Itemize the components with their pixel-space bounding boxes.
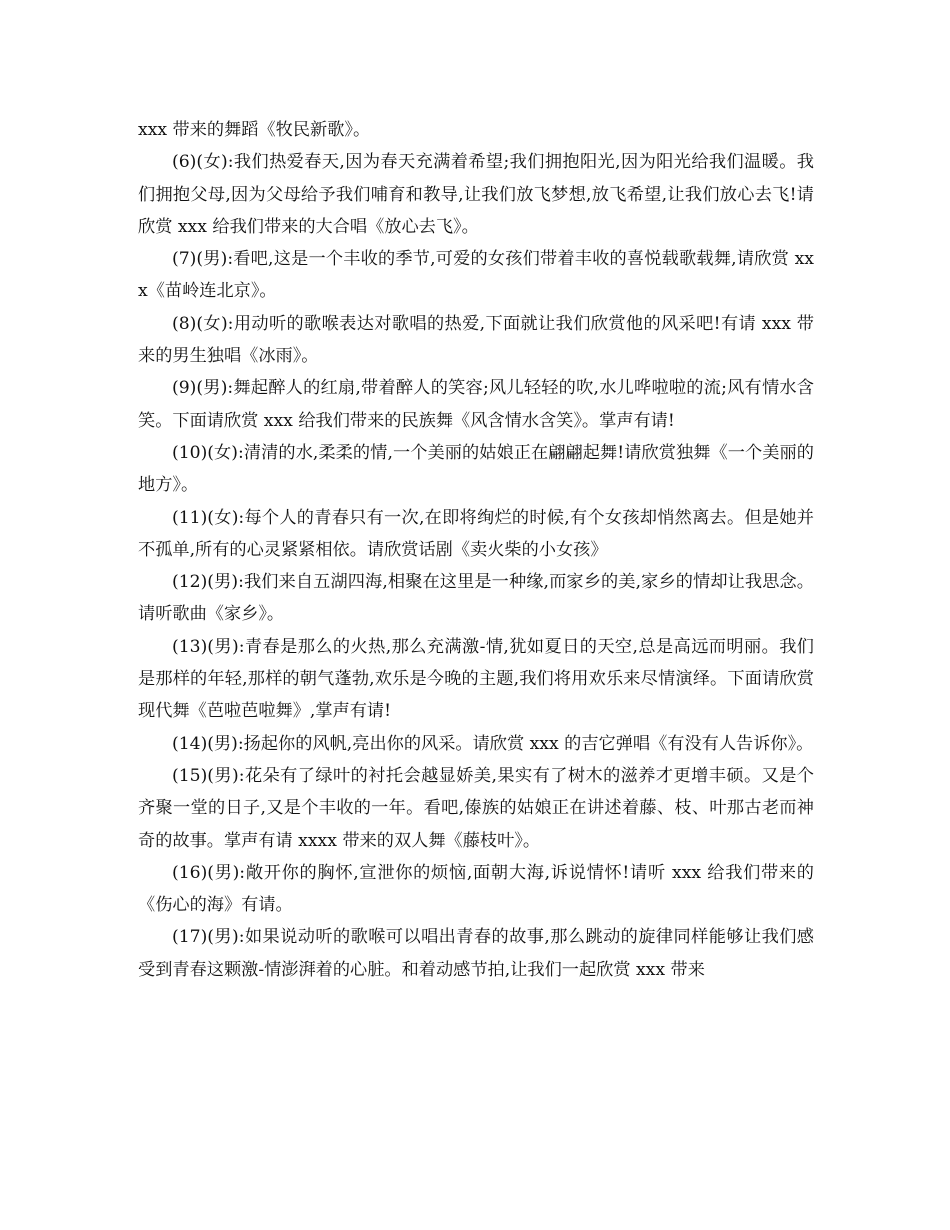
paragraph-item-9: (9)(男):舞起醉人的红扇,带着醉人的笑容;风儿轻轻的吹,水儿哗啦啦的流;风有情水含笑。下面请欣赏 xxx 给我们带来的民族舞《风含情水含笑》。掌声有请! <box>138 378 814 431</box>
paragraph-item-13: (13)(男):青春是那么的火热,那么充满激-情,犹如夏日的天空,总是高远而明丽。我们是那样的年轻,那样的朝气蓬勃,欢乐是今晚的主题,我们将用欢乐来尽情演绎。下面请欣赏现代舞《芭啦芭啦舞》,掌声有请! <box>138 636 814 722</box>
paragraph-item-11: (11)(女):每个人的青春只有一次,在即将绚烂的时候,有个女孩却悄然离去。但是她并不孤单,所有的心灵紧紧相依。请欣赏话剧《卖火柴的小女孩》 <box>138 507 814 560</box>
paragraph-item-8: (8)(女):用动听的歌喉表达对歌唱的热爱,下面就让我们欣赏他的风采吧!有请 xxx 带来的男生独唱《冰雨》。 <box>138 313 814 367</box>
paragraph-item-15: (15)(男):花朵有了绿叶的衬托会越显娇美,果实有了树木的滋养才更增丰硕。又是个齐聚一堂的日子,又是个丰收的一年。看吧,傣族的姑娘正在讲述着藤、枝、叶那古老而神奇的故事。掌声有请 xxxx 带来的双人舞《藤枝叶》。 <box>138 765 814 851</box>
paragraph-item-14: (14)(男):扬起你的风帆,亮出你的风采。请欣赏 xxx 的吉它弹唱《有没有人告诉你》。 <box>172 733 814 754</box>
paragraph-item-12: (12)(男):我们来自五湖四海,相聚在这里是一种缘,而家乡的美,家乡的情却让我思念。请听歌曲《家乡》。 <box>138 572 814 625</box>
paragraph-item-10: (10)(女):清清的水,柔柔的情,一个美丽的姑娘正在翩翩起舞!请欣赏独舞《一个美丽的地方》。 <box>138 442 814 496</box>
paragraph-item-17: (17)(男):如果说动听的歌喉可以唱出青春的故事,那么跳动的旋律同样能够让我们感受到青春这颗激-情澎湃着的心脏。和着动感节拍,让我们一起欣赏 xxx 带来 <box>138 927 814 980</box>
paragraph-item-16: (16)(男):敞开你的胸怀,宣泄你的烦恼,面朝大海,诉说情怀!请听 xxx 给我们带来的《伤心的海》有请。 <box>138 862 814 916</box>
paragraph-item-6: (6)(女):我们热爱春天,因为春天充满着希望;我们拥抱阳光,因为阳光给我们温暖。我们拥抱父母,因为父母给予我们哺育和教导,让我们放飞梦想,放飞希望,让我们放心去飞!请欣赏 xxx 给我们带来的大合唱《放心去飞》。 <box>138 152 814 237</box>
document-body <box>138 114 814 986</box>
paragraph-item-7: (7)(男):看吧,这是一个丰收的季节,可爱的女孩们带着丰收的喜悦载歌载舞,请欣赏 xxx《苗岭连北京》。 <box>138 249 814 302</box>
paragraph-continuation: xxx 带来的舞蹈《牧民新歌》。 <box>138 120 371 140</box>
